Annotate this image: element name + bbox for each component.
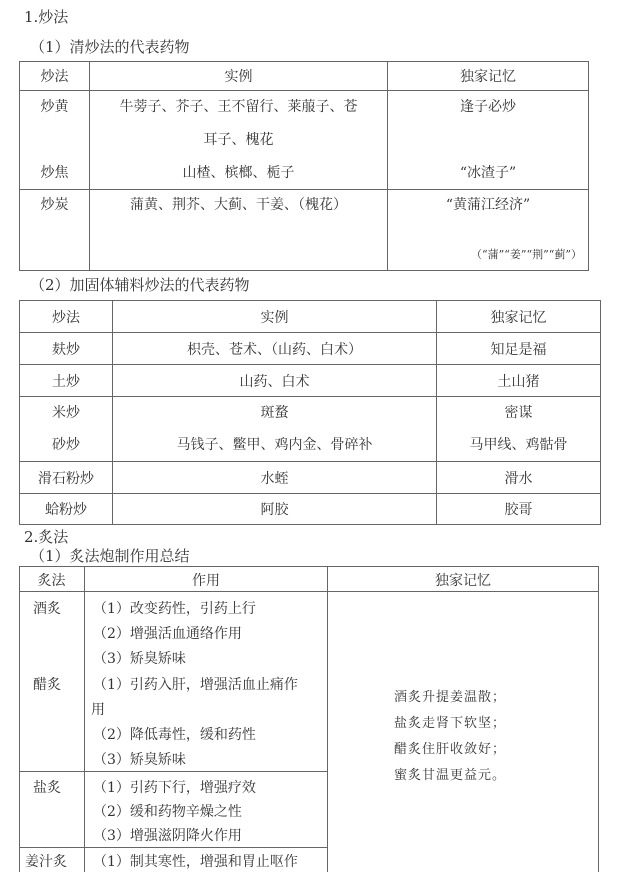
table-row <box>20 494 601 525</box>
method-text: 米炒 <box>52 405 80 421</box>
method-cell <box>20 397 113 462</box>
memory-text: “黄蒲江经济” <box>445 197 531 213</box>
effect-line: 用 <box>91 702 105 718</box>
memory-text: 密谋 <box>504 405 533 421</box>
table-header-row <box>20 301 601 333</box>
method-salt: 盐炙 <box>33 780 61 796</box>
method-stir-yellow: 炒黄 <box>40 99 69 115</box>
memory-text: “冰渣子” <box>459 165 517 181</box>
memory-verse-line: 盐炙走肾下软坚； <box>394 716 507 731</box>
effect-line: （3）矫臭矫味 <box>93 651 186 667</box>
header-method: 炒法 <box>20 62 90 91</box>
table1-caption: （1）清炒法的代表药物 <box>30 38 190 56</box>
example-cell: 山药、白术 <box>113 365 437 397</box>
header-memory: 独家记忆 <box>437 301 601 333</box>
memory-cell <box>388 91 589 190</box>
table-border <box>19 566 20 872</box>
memory-text: 逢子必炒 <box>460 99 516 115</box>
section1-title: 1.炒法 <box>24 8 69 26</box>
memory-verse-line: 醋炙住肝收敛好； <box>394 742 507 757</box>
effect-line: （2）降低毒性，缓和药性 <box>93 727 256 743</box>
header-memory: 独家记忆 <box>435 573 491 589</box>
table-row <box>20 333 601 365</box>
method-vinegar: 醋炙 <box>33 677 61 693</box>
example-line: 耳子、槐花 <box>203 132 274 148</box>
header-method: 炒法 <box>20 301 113 333</box>
header-effect: 作用 <box>192 573 220 589</box>
auxiliary-fry-table <box>19 300 601 525</box>
effect-line: （3）增强滋阴降火作用 <box>93 828 242 844</box>
table-row <box>20 462 601 494</box>
method-ginger: 姜汁炙 <box>25 854 67 870</box>
example-cell: 阿胶 <box>113 494 437 525</box>
method-text: 砂炒 <box>52 437 80 453</box>
header-example: 实例 <box>113 301 437 333</box>
effect-line: （1）制其寒性，增强和胃止呕作 <box>93 854 298 870</box>
effect-line: （1）引药下行，增强疗效 <box>93 780 256 796</box>
memory-cell: 土山猪 <box>437 365 601 397</box>
effect-line: （2）增强活血通络作用 <box>93 626 242 642</box>
table-border <box>327 566 328 872</box>
method-cell <box>20 91 90 190</box>
table-border <box>19 847 328 848</box>
memory-verse-line: 酒炙升提姜温散； <box>394 690 507 705</box>
method-cell: 蛤粉炒 <box>20 494 113 525</box>
memory-cell: 滑水 <box>437 462 601 494</box>
header-method: 炙法 <box>37 573 66 589</box>
effect-line: （1）改变药性，引药上行 <box>93 601 256 617</box>
example-text: 斑蝥 <box>260 405 289 421</box>
example-cell <box>90 91 388 190</box>
method-cell: 麸炒 <box>20 333 113 365</box>
method-stir-charred: 炒焦 <box>40 165 69 181</box>
memory-cell: 知足是福 <box>437 333 601 365</box>
table-border <box>19 771 328 772</box>
table-row <box>20 91 589 190</box>
table-row <box>20 365 601 397</box>
effect-line: （2）缓和药物辛燥之性 <box>93 804 242 820</box>
table-border <box>84 566 85 872</box>
header-example: 实例 <box>90 62 388 91</box>
memory-cell <box>437 397 601 462</box>
example-line: 山楂、槟榔、栀子 <box>182 165 295 181</box>
table-row <box>20 397 601 462</box>
example-cell: 枳壳、苍术、（山药、白术） <box>113 333 437 365</box>
example-text: 马钱子、鳖甲、鸡内金、骨碎补 <box>176 437 373 453</box>
table-border <box>598 566 599 872</box>
header-memory: 独家记忆 <box>388 62 589 91</box>
example-cell: 水蛭 <box>113 462 437 494</box>
effect-line: （3）矫臭矫味 <box>93 752 186 768</box>
method-cell: 土炒 <box>20 365 113 397</box>
memory-verse-line: 蜜炙甘温更益元。 <box>394 768 507 783</box>
effect-line: （1）引药入肝，增强活血止痛作 <box>93 677 298 693</box>
memory-cell: 胶哥 <box>437 494 601 525</box>
memory-text: 马甲线、鸡骷骨 <box>469 437 568 453</box>
table-row <box>20 190 589 271</box>
memory-cell <box>388 190 589 271</box>
method-cell: 滑石粉炒 <box>20 462 113 494</box>
clear-fry-table <box>19 61 589 271</box>
moxibustion-table <box>19 566 616 872</box>
example-cell <box>113 397 437 462</box>
memory-note: （“蒲”“姜”“荆”“蓟”） <box>471 248 582 261</box>
example-line: 牛蒡子、芥子、王不留行、莱菔子、苍 <box>119 99 358 115</box>
method-stir-carbon: 炒炭 <box>20 190 90 271</box>
example-line: 蒲黄、荆芥、大蓟、干姜、（槐花） <box>90 190 388 271</box>
section2-title: 2.炙法 <box>24 528 69 546</box>
table3-caption: （1）炙法炮制作用总结 <box>30 547 190 565</box>
table-border <box>19 566 599 567</box>
table-header-row <box>20 62 589 91</box>
method-wine: 酒炙 <box>33 601 61 617</box>
table-border <box>19 591 599 592</box>
table2-caption: （2）加固体辅料炒法的代表药物 <box>30 276 250 294</box>
